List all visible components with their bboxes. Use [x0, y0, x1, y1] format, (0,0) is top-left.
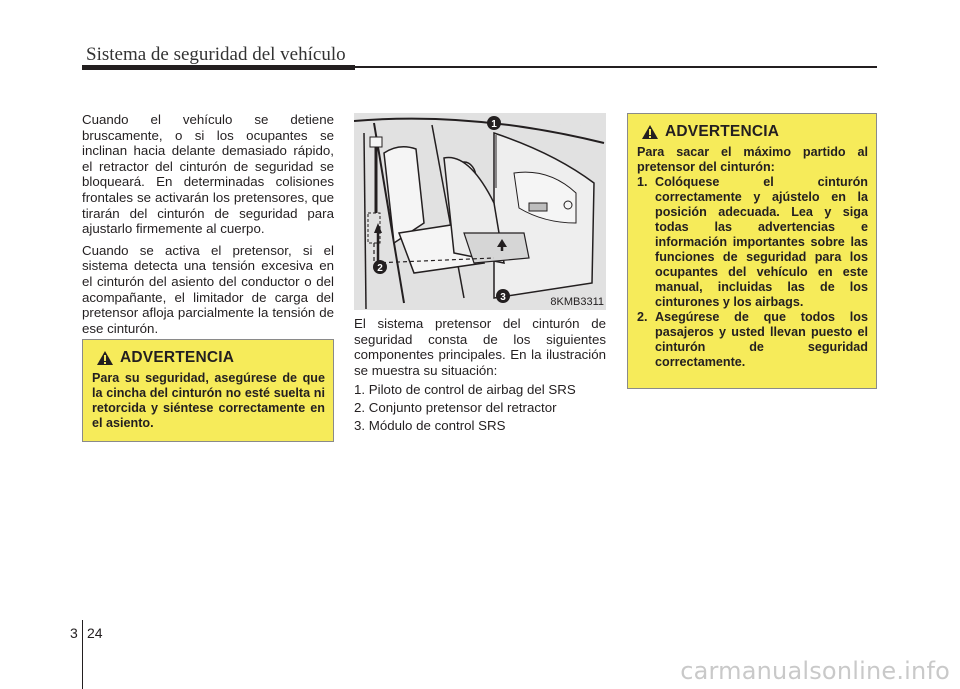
warning-list-item [637, 310, 868, 370]
page-number: 24 [87, 625, 103, 641]
list-item-number: 2. [637, 310, 648, 324]
paragraph-2: Cuando se activa el pretensor, si el sistema detecta una tensión excesiva en el cinturón del asiento del conductor o del acompañante, el limitador de carga del pretensor afloja parcialmente la tensión de ese cinturón. [82, 242, 334, 336]
section-number: 3 [70, 625, 78, 641]
list-item-text: Colóquese el cinturón correctamente y ajústelo en la posición adecuada. Lea y siga todas las advertencias e información importantes sobre las funciones de seguridad para los ocupantes del vehículo en este manual, incluidas las de los cinturones y los airbags. [655, 175, 868, 309]
warning-title: ADVERTENCIA [120, 349, 235, 366]
watermark: carmanualsonline.info [680, 657, 950, 685]
warning-box-left [82, 339, 334, 442]
left-column [82, 112, 334, 342]
callout-3-icon [496, 289, 510, 303]
callout-1-icon [487, 116, 501, 130]
component-item-3: 3. Módulo de control SRS [354, 417, 506, 433]
warning-list-item [637, 175, 868, 310]
page-header-title: Sistema de seguridad del vehículo [86, 44, 346, 65]
warning-text: Para su seguridad, asegúrese de que la cincha del cinturón no esté suelta ni retorcida y siéntese correctamente en el asiento. [92, 371, 325, 430]
warning-box-right [627, 113, 877, 389]
list-item-text: Asegúrese de que todos los pasajeros y usted llevan puesto el cinturón de seguridad correctamente. [655, 310, 868, 369]
middle-column [354, 316, 606, 435]
warning-header [96, 349, 325, 367]
list-item-number: 1. [637, 175, 648, 189]
callout-2-label: 2 [377, 263, 383, 274]
warning-intro: Para sacar el máximo partido al pretensor del cinturón: [637, 145, 868, 174]
warning-title: ADVERTENCIA [665, 123, 780, 140]
warning-triangle-icon [96, 350, 114, 366]
warning-header [641, 123, 868, 141]
component-item-2: 2. Conjunto pretensor del retractor [354, 399, 557, 415]
warning-triangle-icon [641, 124, 659, 140]
car-interior-drawing [354, 113, 606, 310]
paragraph-1: Cuando el vehículo se detiene bruscamente, o si los ocupantes se inclinan hacia delante demasiado rápido, el retractor del cinturón de seguridad se bloqueará. En determinadas colisiones frontales se activarán los pretensores, que tirarán del cinturón de seguridad para ajustarlo firmemente al cuerpo. [82, 112, 334, 237]
pretensioner-illustration [354, 113, 606, 310]
components-intro: El sistema pretensor del cinturón de seguridad consta de los siguientes componentes principales. En la ilustración se muestra su situación: [354, 316, 606, 378]
callout-1-label: 1 [491, 119, 497, 130]
figure-code: 8KMB3311 [550, 296, 604, 308]
callout-2-icon [373, 260, 387, 274]
footer-rule [82, 620, 83, 689]
component-item-1: 1. Piloto de control de airbag del SRS [354, 382, 576, 398]
warning-list [637, 175, 868, 370]
header-rule-accent [82, 65, 355, 70]
callout-3-label: 3 [500, 292, 506, 303]
